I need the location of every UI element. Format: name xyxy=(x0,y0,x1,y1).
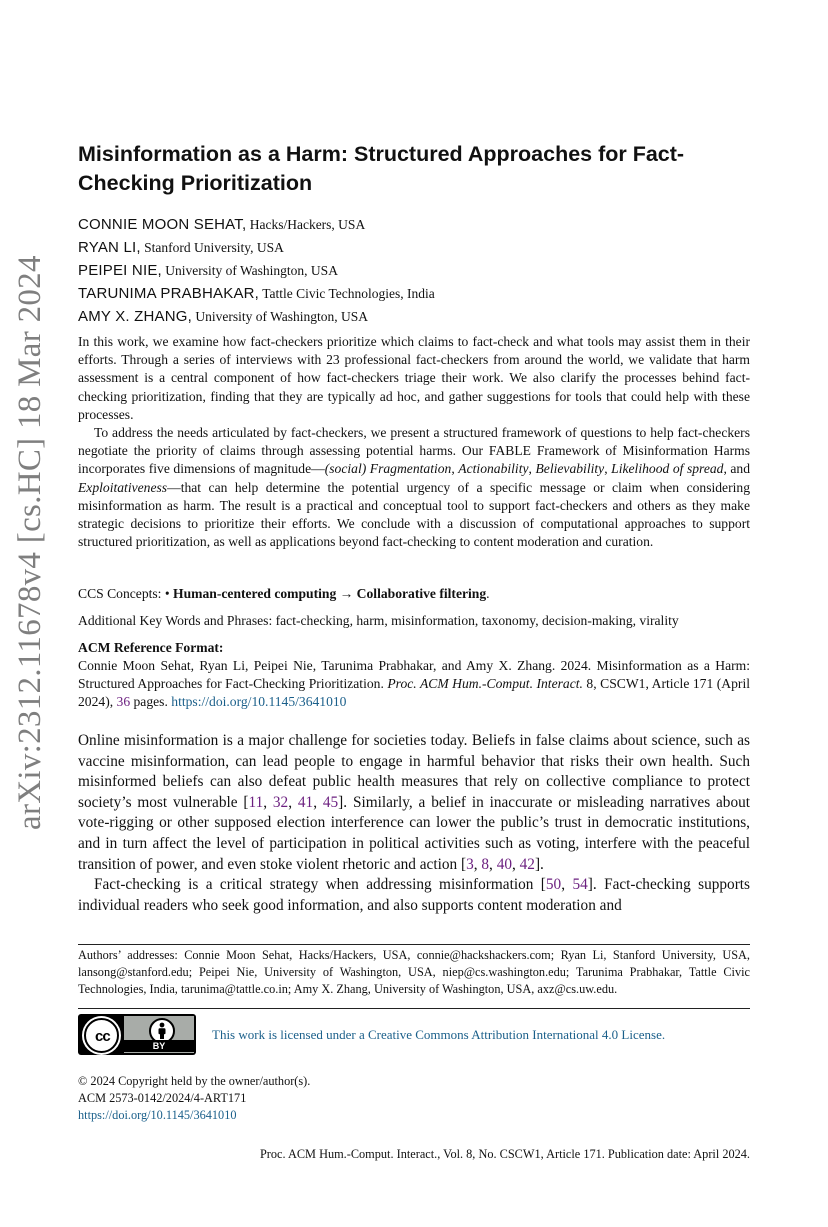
acm-reference xyxy=(78,639,750,711)
ccs-concept: Collaborative filtering xyxy=(356,586,487,601)
footnote-divider xyxy=(78,944,750,945)
body-text: Online misinformation is a major challenge for societies today. Beliefs in false claims about science, such as vaccine misinformation, can lead people to engage in harmful behavior that risks their own health. Such misinformed beliefs can also defeat public health measures that rely on collective compliance to protect society’s most vulnerable [ xyxy=(78,732,750,811)
author-addresses: Authors’ addresses: Connie Moon Sehat, Hacks/Hackers, USA, connie@hackshackers.com; Ryan Li, Stanford University, USA, lansong@stanford.edu; Peipei Nie, University of Washington, USA, niep@cs.washington.edu; Tarunima Prabhakar, Tattle Civic Technologies, India, tarunima@tattle.co.in; Amy X. Zhang, University of Washington, USA, axz@cs.uw.edu. xyxy=(78,948,750,997)
author-affiliation: University of Washington, USA xyxy=(161,263,338,278)
dimension-term: Believability xyxy=(535,461,605,477)
abstract-paragraph xyxy=(78,424,750,551)
author-name: RYAN LI, xyxy=(78,239,141,256)
page-count-link[interactable]: 36 xyxy=(116,694,131,709)
introduction xyxy=(78,731,750,916)
citation-link[interactable]: 41 xyxy=(297,793,314,811)
copyright-block xyxy=(78,1073,750,1124)
author-name: CONNIE MOON SEHAT, xyxy=(78,216,247,233)
author-name: TARUNIMA PRABHAKAR, xyxy=(78,285,260,302)
reference-text: Connie Moon Sehat, Ryan Li, Peipei Nie, Tarunima Prabhakar, and Amy X. Zhang. 2024. Misinformation as a Harm: Structured Approaches for Fact-Checking Prioritization. xyxy=(78,658,750,691)
body-paragraph: Online misinformation is a major challenge for societies today. Beliefs in false claims about science, such as vaccine misinformation, can lead people to engage in harmful behavior that risks their own health. Such misinformed beliefs can also defeat public health measures that rely on collective compliance to protect society’s most vulnerable [11, 32, 41, 45]. Similarly, a belief in inaccurate or misleading narratives about vote-rigging or other supposed election interference can lower the public’s trust in democratic institutions, and in turn affect the level of participation in political activities such as voting, interfere with the peaceful transition of power, and even stoke violent rhetoric and action [3, 8, 40, 42]. xyxy=(78,732,751,873)
author-entry xyxy=(78,237,750,260)
cc-icon xyxy=(84,1018,119,1053)
author-entry xyxy=(78,306,750,329)
author-affiliation: Tattle Civic Technologies, India xyxy=(259,286,435,301)
author-affiliation: Hacks/Hackers, USA xyxy=(246,217,366,232)
separator: , xyxy=(451,461,459,477)
author-name: AMY X. ZHANG, xyxy=(78,308,193,325)
dimension-term: (social) Fragmentation xyxy=(324,461,452,477)
paper-title: Misinformation as a Harm: Structured Approaches for Fact-Checking Prioritization xyxy=(78,142,685,195)
reference-venue: Proc. ACM Hum.-Comput. Interact. xyxy=(387,676,583,691)
body-text: ]. Fact-checking supports individual readers who seek good information, and also supports content moderation and xyxy=(78,876,750,914)
acm-reference-heading: ACM Reference Format: xyxy=(78,640,224,655)
dimension-term: Likelihood of spread xyxy=(611,461,724,477)
license-divider xyxy=(78,1008,750,1009)
ccs-concepts xyxy=(78,585,750,603)
author-affiliation: Stanford University, USA xyxy=(140,240,284,255)
cc-text: cc xyxy=(95,1028,110,1045)
cc-logo xyxy=(80,1016,120,1053)
citation-link[interactable]: 3 xyxy=(466,855,474,873)
ccs-end: . xyxy=(486,586,490,601)
abstract-text: To address the needs articulated by fact-checkers, we present a structured framework of questions to help fact-checkers negotiate the priority of claims through assessing potential harms. Our FABLE Framework of Misinformation Harms incorporates five dimensions of magnitude— xyxy=(78,425,750,477)
keywords: Additional Key Words and Phrases: fact-checking, harm, misinformation, taxonomy, decision-making, virality xyxy=(78,613,679,628)
citation-link[interactable]: 54 xyxy=(572,876,588,894)
page-footer: Proc. ACM Hum.-Comput. Interact., Vol. 8, No. CSCW1, Article 171. Publication date: April 2024. xyxy=(259,1147,750,1161)
doi-link[interactable]: https://doi.org/10.1145/3641010 xyxy=(171,694,347,709)
copyright-doi-link[interactable]: https://doi.org/10.1145/3641010 xyxy=(78,1108,237,1122)
cc-by-badge[interactable] xyxy=(78,1014,196,1055)
copyright-line: © 2024 Copyright held by the owner/author(s). xyxy=(78,1074,311,1088)
body-text: ]. Similarly, a belief in inaccurate or misleading narratives about vote-rigging or other supposed election interference can lower the public’s trust in democratic institutions, and in turn affect the level of participation in political activities such as voting, interfere with the peaceful transition of power, and even stoke violent rhetoric and action [ xyxy=(78,793,751,873)
abstract xyxy=(78,333,750,551)
author-name: PEIPEI NIE, xyxy=(78,262,162,279)
separator: , xyxy=(604,461,612,477)
separator: , and xyxy=(723,461,751,477)
separator: , xyxy=(528,461,536,477)
author-entry xyxy=(78,260,750,283)
author-list xyxy=(78,214,750,329)
abstract-text: —that can help determine the potential urgency of a specific message or claim when considering misinformation as harm. The result is a practical and conceptual tool to support fact-checkers and others as they make strategic decisions to prioritize their efforts. We conclude with a discussion of computational approaches to support structured prioritization, as well as applications beyond fact-checking to content moderation and curation. xyxy=(78,479,750,550)
license-link[interactable]: This work is licensed under a Creative Commons Attribution International 4.0 License. xyxy=(212,1027,666,1042)
body-paragraph: Fact-checking is a critical strategy when addressing misinformation [50, 54]. Fact-checking supports individual readers who seek good information, and also supports content moderation and xyxy=(78,876,750,914)
body-text: Fact-checking is a critical strategy when addressing misinformation [ xyxy=(94,876,546,894)
reference-text: pages. xyxy=(130,694,172,709)
arxiv-identifier[interactable]: arXiv:2312.11678v4 [cs.HC] 18 Mar 2024 xyxy=(12,255,48,830)
by-label: BY xyxy=(124,1040,194,1052)
reference-text: 8, CSCW1, Article 171 (April 2024), xyxy=(78,676,750,709)
citation-link[interactable]: 42 xyxy=(519,855,535,873)
person-figure xyxy=(151,1020,173,1042)
ccs-label: CCS Concepts: • xyxy=(78,586,174,601)
dimension-term: Exploitativeness xyxy=(78,479,168,495)
author-affiliation: University of Washington, USA xyxy=(192,309,369,324)
citation-link[interactable]: 32 xyxy=(272,793,289,811)
citation-link[interactable]: 11 xyxy=(248,793,264,811)
ccs-concept: Human-centered computing xyxy=(173,586,337,601)
citation-link[interactable]: 8 xyxy=(481,855,490,873)
abstract-paragraph: In this work, we examine how fact-checkers prioritize which claims to fact-check and what tools may assist them in their efforts. Through a series of interviews with 23 professional fact-checkers from around the world, we validate that harm assessment is a central component of how fact-checkers triage their work. We also clarify the processes behind fact-checking prioritization, finding that they are typically ad hoc, and gather suggestions for tools that could help with these processes. xyxy=(78,334,750,422)
body-text: ]. xyxy=(534,855,544,873)
citation-link[interactable]: 40 xyxy=(496,855,512,873)
acm-id-line: ACM 2573-0142/2024/4-ART171 xyxy=(78,1091,247,1105)
author-entry xyxy=(78,214,750,237)
ccs-arrow: → xyxy=(336,586,357,601)
citation-link[interactable]: 45 xyxy=(322,793,339,811)
citation-link[interactable]: 50 xyxy=(545,876,562,894)
acm-reference-text xyxy=(78,657,750,711)
author-entry xyxy=(78,283,750,306)
by-panel xyxy=(124,1016,194,1053)
dimension-term: Actionability xyxy=(458,461,529,477)
